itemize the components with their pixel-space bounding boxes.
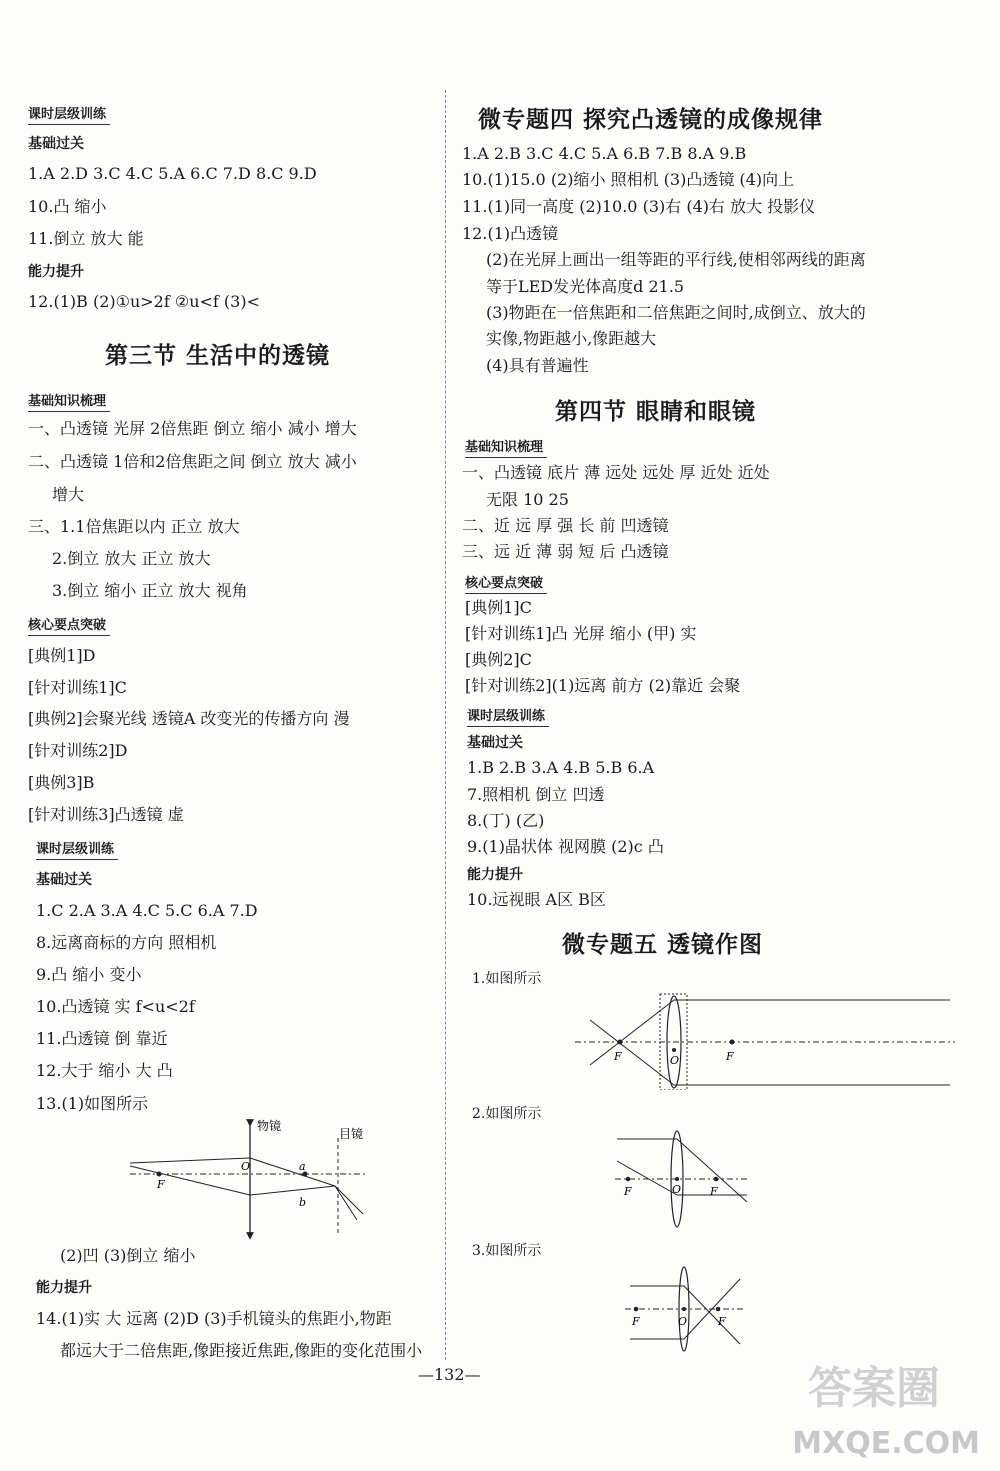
focus-label: F (624, 1185, 632, 1198)
section-title: 微专题四 探究凸透镜的成像规律 (478, 106, 824, 133)
answer-line: [针对训练3]凸透镜 虚 (28, 805, 184, 824)
ray-b-label: b (299, 1196, 307, 1209)
ray-a-label: a (299, 1160, 306, 1173)
answer-line: [针对训练1]凸 光屏 缩小 (甲) 实 (465, 624, 697, 643)
optical-center-label: O (670, 1054, 680, 1067)
sub-heading: 能力提升 (28, 264, 84, 280)
focus-label: F (710, 1185, 718, 1198)
answer-line: [典例1]D (28, 646, 96, 665)
section-title: 微专题五 透镜作图 (562, 931, 764, 958)
section-title: 第四节 眼睛和眼镜 (555, 398, 757, 425)
answer-line: (2)凹 (3)倒立 缩小 (60, 1246, 196, 1265)
answer-line: 二、凸透镜 1倍和2倍焦距之间 倒立 放大 减小 (28, 452, 357, 471)
answer-line: 10.(1)15.0 (2)缩小 照相机 (3)凸透镜 (4)向上 (462, 170, 795, 189)
section-title: 第三节 生活中的透镜 (105, 342, 331, 369)
answer-line: [典例2]C (465, 650, 532, 669)
answer-line: 10.远视眼 A区 B区 (467, 890, 606, 909)
sub-heading: 基础过关 (467, 735, 523, 751)
answer-line: 一、凸透镜 底片 薄 远处 远处 厚 近处 近处 (462, 463, 770, 482)
watermark-url: MXQE.COM (792, 1426, 980, 1461)
focus-label: F (726, 1050, 734, 1063)
answer-line: 2.倒立 放大 正立 放大 (52, 549, 211, 568)
answer-line: 14.(1)实 大 远离 (2)D (3)手机镜头的焦距小,物距 (36, 1309, 392, 1328)
answer-line: 实像,物距越小,像距越大 (486, 329, 657, 348)
optical-center-label: O (678, 1315, 688, 1328)
section-heading: 基础知识梳理 (28, 390, 110, 412)
answer-line: [针对训练2](1)远离 前方 (2)靠近 会聚 (465, 676, 741, 695)
answer-line: 7.照相机 倒立 凹透 (467, 785, 605, 804)
lens-diagram-3 (622, 1264, 747, 1354)
answer-line: 11.(1)同一高度 (2)10.0 (3)右 (4)右 放大 投影仪 (462, 197, 816, 216)
sub-heading: 能力提升 (467, 867, 523, 883)
answer-line: 10.凸透镜 实 f<u<2f (36, 997, 195, 1016)
focus-label: F (157, 1178, 165, 1191)
focus-label: F (718, 1315, 726, 1328)
answer-line: 13.(1)如图所示 (36, 1094, 149, 1113)
microscope-diagram (125, 1118, 375, 1253)
answer-line: 增大 (52, 485, 85, 504)
answer-line: 1.B 2.B 3.A 4.B 5.B 6.A (467, 758, 655, 777)
answer-line: [典例3]B (28, 773, 95, 792)
answer-line: 8.远离商标的方向 照相机 (36, 933, 217, 952)
answer-line: 2.如图所示 (472, 1106, 542, 1122)
answer-line: 二、近 远 厚 强 长 前 凹透镜 (462, 516, 669, 535)
answer-line: 3.倒立 缩小 正立 放大 视角 (52, 581, 248, 600)
answer-line: 12.(1)B (2)①u>2f ②u<f (3)< (28, 292, 260, 311)
answer-line: 都远大于二倍焦距,像距接近焦距,像距的变化范围小 (60, 1341, 423, 1360)
focus-label: F (614, 1050, 622, 1063)
answer-line: 1.C 2.A 3.A 4.C 5.C 6.A 7.D (36, 901, 258, 920)
objective-label: 物镜 (257, 1119, 282, 1133)
answer-line: 3.如图所示 (472, 1243, 542, 1259)
lens-diagram-1 (570, 990, 960, 1090)
answer-line: [典例2]会聚光线 透镜A 改变光的传播方向 漫 (28, 709, 350, 728)
answer-line: 10.凸 缩小 (28, 197, 107, 216)
answer-line: [典例1]C (465, 598, 532, 617)
focus-label: F (632, 1315, 640, 1328)
column-divider (445, 90, 446, 1360)
eyepiece-label: 目镜 (339, 1127, 364, 1141)
section-heading: 课时层级训练 (467, 705, 549, 727)
answer-line: [针对训练1]C (28, 678, 127, 697)
answer-line: 等于LED发光体高度d 21.5 (486, 277, 685, 296)
section-heading: 核心要点突破 (28, 614, 110, 636)
answer-line: 12.(1)凸透镜 (462, 224, 559, 243)
sub-heading: 基础过关 (36, 872, 92, 888)
answer-line: 无限 10 25 (486, 490, 569, 509)
answer-line: 11.凸透镜 倒 靠近 (36, 1029, 168, 1048)
watermark-logo: 答案圈 (808, 1363, 940, 1414)
answer-line: 9.凸 缩小 变小 (36, 965, 142, 984)
sub-heading: 能力提升 (36, 1280, 92, 1296)
section-heading: 课时层级训练 (36, 838, 118, 860)
lens-diagram-2 (612, 1127, 752, 1229)
answer-line: (3)物距在一倍焦距和二倍焦距之间时,成倒立、放大的 (486, 303, 866, 322)
answer-line: 三、1.1倍焦距以内 正立 放大 (28, 517, 240, 536)
answer-line: 一、凸透镜 光屏 2倍焦距 倒立 缩小 减小 增大 (28, 419, 357, 438)
sub-heading: 基础过关 (28, 136, 84, 152)
section-heading: 核心要点突破 (465, 572, 547, 594)
answer-line: 三、远 近 薄 弱 短 后 凸透镜 (462, 542, 669, 561)
section-heading: 课时层级训练 (28, 103, 110, 125)
answer-line: (4)具有普遍性 (486, 356, 589, 375)
answer-line: 1.A 2.B 3.C 4.C 5.A 6.B 7.B 8.A 9.B (462, 144, 747, 163)
answer-line: 1.A 2.D 3.C 4.C 5.A 6.C 7.D 8.C 9.D (28, 164, 317, 183)
answer-line: 11.倒立 放大 能 (28, 229, 144, 248)
answer-line: [针对训练2]D (28, 741, 128, 760)
answer-line: 1.如图所示 (472, 971, 542, 987)
answer-line: 8.(丁) (乙) (467, 811, 545, 830)
answer-line: (2)在光屏上画出一组等距的平行线,使相邻两线的距离 (486, 250, 866, 269)
section-heading: 基础知识梳理 (465, 436, 547, 458)
page-number: —132— (418, 1365, 481, 1384)
answer-line: 9.(1)晶状体 视网膜 (2)c 凸 (467, 837, 664, 856)
answer-line: 12.大于 缩小 大 凸 (36, 1061, 173, 1080)
optical-center-label: O (672, 1183, 682, 1196)
optical-center-label: O (241, 1160, 251, 1173)
